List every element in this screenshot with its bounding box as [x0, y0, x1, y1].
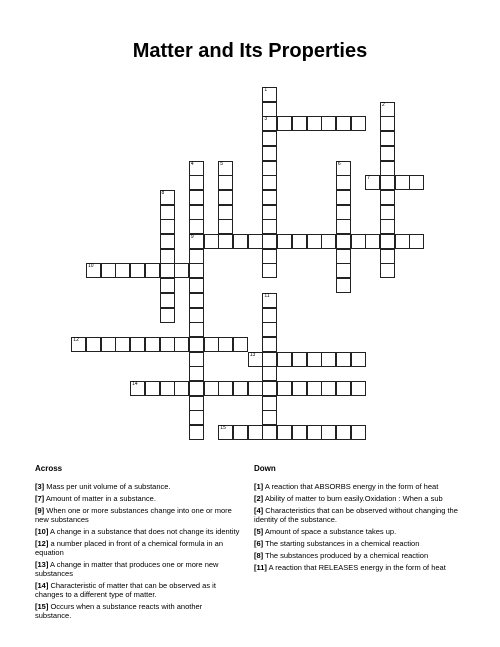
grid-cell[interactable]: [292, 234, 307, 249]
clue-number: 10: [88, 263, 94, 270]
grid-cell[interactable]: [307, 381, 322, 396]
clue-across-7: [7] Amount of matter in a substance.: [35, 494, 156, 503]
grid-cell[interactable]: [336, 263, 351, 278]
grid-cell[interactable]: [160, 263, 175, 278]
grid-cell[interactable]: [365, 234, 380, 249]
grid-cell[interactable]: [189, 263, 204, 278]
clue-down-1: [1] A reaction that ABSORBS energy in the form of heat: [254, 482, 439, 491]
grid-cell[interactable]: [189, 352, 204, 367]
grid-cell[interactable]: [218, 190, 233, 205]
grid-cell[interactable]: [336, 161, 351, 176]
grid-cell[interactable]: [248, 352, 263, 367]
down-clue-list: [254, 482, 469, 575]
grid-cell[interactable]: [262, 190, 277, 205]
grid-cell[interactable]: [86, 263, 101, 278]
grid-cell[interactable]: [277, 116, 292, 131]
grid-cell[interactable]: [336, 278, 351, 293]
grid-cell[interactable]: [277, 234, 292, 249]
grid-cell[interactable]: [160, 381, 175, 396]
grid-cell[interactable]: [145, 263, 160, 278]
grid-cell[interactable]: [336, 425, 351, 440]
grid-cell[interactable]: [262, 337, 277, 352]
clue-down-8: [8] The substances produced by a chemical reaction: [254, 551, 429, 560]
grid-cell[interactable]: [336, 116, 351, 131]
grid-cell[interactable]: [277, 425, 292, 440]
grid-cell[interactable]: [380, 131, 395, 146]
grid-cell[interactable]: [189, 337, 204, 352]
clue-number: 14: [132, 381, 138, 387]
clue-number: 15: [220, 425, 226, 432]
grid-cell[interactable]: [262, 352, 277, 367]
clue-across-3: [3] Mass per unit volume of a substance.: [35, 482, 171, 491]
grid-cell[interactable]: [174, 337, 189, 352]
grid-cell[interactable]: [218, 205, 233, 220]
grid-cell[interactable]: [115, 263, 130, 278]
grid-cell[interactable]: [380, 234, 395, 249]
clue-across-9: [9] When one or more substances change into one or more new substances: [35, 506, 232, 524]
grid-cell[interactable]: [380, 102, 395, 117]
grid-cell[interactable]: [145, 381, 160, 396]
grid-cell[interactable]: [262, 161, 277, 176]
grid-cell[interactable]: [218, 175, 233, 190]
down-heading: Down: [254, 464, 276, 473]
grid-cell[interactable]: [115, 337, 130, 352]
grid-cell[interactable]: [189, 293, 204, 308]
grid-cell[interactable]: [292, 352, 307, 367]
grid-cell[interactable]: [160, 234, 175, 249]
grid-cell[interactable]: [189, 205, 204, 220]
grid-cell[interactable]: [189, 190, 204, 205]
grid-cell[interactable]: [262, 366, 277, 381]
grid-cell[interactable]: [395, 234, 410, 249]
grid-cell[interactable]: [189, 175, 204, 190]
grid-cell[interactable]: [336, 234, 351, 249]
grid-cell[interactable]: [248, 381, 263, 396]
grid-cell[interactable]: [262, 410, 277, 425]
clue-across-10: [10] A change in a substance that does not change its identity: [35, 527, 240, 536]
clue-number: 11: [264, 292, 270, 299]
clue-down-6: [6] The starting substances in a chemical reaction: [254, 539, 420, 548]
grid-cell[interactable]: [321, 234, 336, 249]
grid-cell[interactable]: [351, 352, 366, 367]
grid-cell[interactable]: [336, 205, 351, 220]
grid-cell[interactable]: [262, 146, 277, 161]
grid-cell[interactable]: [189, 410, 204, 425]
grid-cell[interactable]: [189, 308, 204, 323]
grid-cell[interactable]: [262, 425, 277, 440]
grid-cell[interactable]: [189, 366, 204, 381]
grid-cell[interactable]: [218, 219, 233, 234]
grid-cell[interactable]: [262, 263, 277, 278]
grid-cell[interactable]: [71, 337, 86, 352]
clue-across-14: [14] Characteristic of matter that can be observed as it changes to a different type of matter.: [35, 581, 216, 599]
clue-number: 6: [337, 160, 341, 167]
grid-cell[interactable]: [380, 263, 395, 278]
across-clue-list: [35, 482, 240, 623]
grid-cell[interactable]: [86, 337, 101, 352]
grid-cell[interactable]: [218, 425, 233, 440]
grid-cell[interactable]: [336, 249, 351, 264]
grid-cell[interactable]: [262, 381, 277, 396]
grid-cell[interactable]: [218, 234, 233, 249]
grid-cell[interactable]: [307, 425, 322, 440]
clue-number: 12: [73, 336, 79, 343]
clue-number: 2: [382, 101, 385, 108]
grid-cell[interactable]: [160, 278, 175, 293]
clue-across-12: [12] a number placed in front of a chemical formula in an equation: [35, 539, 224, 557]
grid-cell[interactable]: [160, 293, 175, 308]
grid-cell[interactable]: [262, 205, 277, 220]
grid-cell[interactable]: [277, 381, 292, 396]
grid-cell[interactable]: [307, 234, 322, 249]
grid-cell[interactable]: [380, 219, 395, 234]
grid-cell[interactable]: [351, 425, 366, 440]
grid-cell[interactable]: [262, 116, 277, 131]
clue-number: 7: [367, 175, 371, 182]
grid-cell[interactable]: [336, 175, 351, 190]
grid-cell[interactable]: [189, 381, 204, 396]
clue-number: 5: [220, 160, 224, 167]
grid-cell[interactable]: [277, 352, 292, 367]
grid-cell[interactable]: [160, 249, 175, 264]
clue-down-4: [4] Characteristics that can be observed without changing the identity of the substance.: [254, 506, 458, 524]
clue-number: 4: [190, 160, 194, 167]
grid-cell[interactable]: [336, 381, 351, 396]
grid-cell[interactable]: [365, 175, 380, 190]
grid-cell[interactable]: [160, 308, 175, 323]
grid-cell[interactable]: [380, 249, 395, 264]
grid-cell[interactable]: [174, 381, 189, 396]
grid-cell[interactable]: [189, 219, 204, 234]
grid-cell[interactable]: [189, 425, 204, 440]
grid-cell[interactable]: [218, 337, 233, 352]
grid-cell[interactable]: [409, 175, 424, 190]
grid-cell[interactable]: [262, 219, 277, 234]
across-heading: Across: [35, 464, 63, 473]
grid-cell[interactable]: [101, 337, 116, 352]
grid-cell[interactable]: [307, 116, 322, 131]
grid-cell[interactable]: [204, 337, 219, 352]
puzzle-title: Matter and Its Properties: [132, 40, 368, 62]
grid-cell[interactable]: [336, 190, 351, 205]
clue-number: 8: [161, 189, 165, 196]
clue-down-2: [2] Ability of matter to burn easily.Oxidation : When a sub: [254, 494, 443, 503]
grid-cell[interactable]: [130, 381, 145, 396]
grid-cell[interactable]: [248, 425, 263, 440]
clue-down-5: [5] Amount of space a substance takes up.: [254, 527, 397, 536]
grid-cell[interactable]: [189, 278, 204, 293]
grid-cell[interactable]: [380, 146, 395, 161]
grid-cell[interactable]: [204, 234, 219, 249]
grid-cell[interactable]: [189, 396, 204, 411]
grid-cell[interactable]: [101, 263, 116, 278]
grid-cell[interactable]: [218, 381, 233, 396]
grid-cell[interactable]: [145, 337, 160, 352]
clue-number: 1: [264, 87, 268, 93]
grid-cell[interactable]: [292, 425, 307, 440]
grid-cell[interactable]: [262, 308, 277, 323]
clue-number: 3: [264, 116, 268, 123]
grid-cell[interactable]: [292, 116, 307, 131]
grid-cell[interactable]: [204, 381, 219, 396]
grid-cell[interactable]: [218, 161, 233, 176]
grid-cell[interactable]: [233, 381, 248, 396]
grid-cell[interactable]: [321, 116, 336, 131]
grid-cell[interactable]: [380, 116, 395, 131]
grid-cell[interactable]: [321, 352, 336, 367]
grid-cell[interactable]: [189, 249, 204, 264]
grid-cell[interactable]: [189, 234, 204, 249]
grid-cell[interactable]: [395, 175, 410, 190]
grid-cell[interactable]: [262, 396, 277, 411]
grid-cell[interactable]: [262, 131, 277, 146]
grid-cell[interactable]: [233, 425, 248, 440]
grid-cell[interactable]: [307, 352, 322, 367]
grid-cell[interactable]: [380, 161, 395, 176]
clue-number: 13: [249, 351, 256, 358]
grid-cell[interactable]: [292, 381, 307, 396]
grid-cell[interactable]: [380, 205, 395, 220]
clue-across-15: [15] Occurs when a substance reacts with another substance.: [35, 602, 203, 620]
grid-cell[interactable]: [409, 234, 424, 249]
grid-cell[interactable]: [174, 263, 189, 278]
grid-cell[interactable]: [262, 322, 277, 337]
clue-across-13: [13] A change in matter that produces one or more new substances: [35, 560, 219, 578]
grid-cell[interactable]: [160, 337, 175, 352]
clue-number: 9: [190, 234, 194, 240]
grid-cell[interactable]: [262, 249, 277, 264]
grid-cell[interactable]: [380, 175, 395, 190]
grid-cell[interactable]: [130, 337, 145, 352]
grid-cell[interactable]: [189, 322, 204, 337]
grid-cell[interactable]: [233, 337, 248, 352]
clue-down-11: [11] A reaction that RELEASES energy in the form of heat: [254, 563, 446, 572]
grid-cell[interactable]: [262, 87, 277, 102]
grid-cell[interactable]: [380, 190, 395, 205]
grid-cell[interactable]: [351, 234, 366, 249]
grid-cell[interactable]: [233, 234, 248, 249]
grid-cell[interactable]: [160, 219, 175, 234]
grid-cell[interactable]: [336, 352, 351, 367]
grid-cell[interactable]: [130, 263, 145, 278]
grid-cell[interactable]: [160, 205, 175, 220]
grid-cell[interactable]: [160, 190, 175, 205]
grid-cell[interactable]: [262, 102, 277, 117]
grid-cell[interactable]: [351, 381, 366, 396]
grid-cell[interactable]: [262, 293, 277, 308]
grid-cell[interactable]: [262, 234, 277, 249]
grid-cell[interactable]: [321, 425, 336, 440]
grid-cell[interactable]: [189, 161, 204, 176]
grid-cell[interactable]: [248, 234, 263, 249]
grid-cell[interactable]: [262, 175, 277, 190]
grid-cell[interactable]: [321, 381, 336, 396]
grid-cell[interactable]: [336, 219, 351, 234]
grid-cell[interactable]: [351, 116, 366, 131]
